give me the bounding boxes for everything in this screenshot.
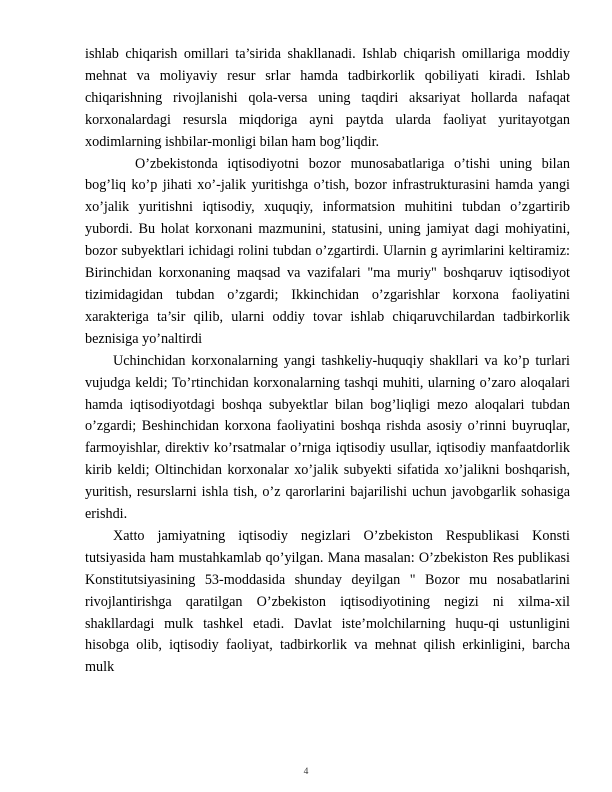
paragraph-enterprise-changes: Uchinchidan korxonalarning yangi tashkeliy-huquqiy shakllari va ko’p turlari vujudga keldi; To’rtinchidan korxonalarning tashqi muhiti, ularning o’zaro aloqalari hamda iqtisodiyotdagi boshqa subyektlar bilan bog’liqligi mezo aloqalari tubdan o’zgardi; Beshinchidan korxona faoliyatini boshqa rishda asosiy o’rinni buyruqlar, farmoyishlar, direktiv ko’rsatmalar o’rniga iqtisodiy usullar, iqtisodiy manfaatdorlik kirib keldi; Oltinchidan korxonalar xo’jalik subyekti sifatida xo’jalikni boshqarish, yuritish, resurslarni ishla tish, o’z qarorlarini bajarilishi uchun javobgarlik sohasiga erishdi. [85,352,570,523]
paragraph-production-factors: ishlab chiqarish omillari ta’sirida shakllanadi. Ishlab chiqarish omillariga moddiy mehnat va moliyaviy resur srlar hamda tadbirkorlik qobiliyati kiradi. Ishlab chiqarishning rivojlanishi qola-versa uning taqdiri aksariyat hollarda nafaqat korxonalardagi resursla miqdoriga ayni paytda ularda faoliyat yuritayotgan xodimlarning ishbilar-monligi bilan ham bog’liqdir. [85,46,570,150]
page-number: 4 [303,767,309,777]
paragraph-constitution: Xatto jamiyatning iqtisodiy negizlari O’zbekiston Respublikasi Konsti tutsiyasida ham mustahkamlab qo’yilgan. Mana masalan: O’zbekiston Res publikasi Konstitutsiyasining 53-moddasida shunday deyilgan " Bozor mu nosabatlarini rivojlantirishga qaratilgan O’zbekiston iqtisodiyotining negizi ni xilma-xil shakllardagi mulk tashkel etadi. Davlat iste’molchilarning huqu-qi ustunligini hisobga olib, iqtisodiy faoliyat, tadbirkorlik va mehnat qilish erkinligini, barcha mulk [85,527,570,676]
document-body [85,44,570,679]
paragraph-market-transition: O’zbekistonda iqtisodiyotni bozor munosabatlariga o’tishi uning bilan bog’liq ko’p jihati xo’-jalik yuritishga o’tish, bozor infrastrukturasini hamda yangi xo’jalik yuritishni iqtisodiy, xuquqiy, informatsion muhitini tubdan o’zgartirib yubordi. Bu holat korxonani mazmunini, statusini, uning jamiyat dagi mohiyatini, bozor subyektlari ichidagi rolini tubdan o’zgartirdi. Ularnin g ayrimlarini keltiramiz: Birinchidan korxonaning maqsad va vazifalari "ma muriy" boshqaruv iqtisodiyot tizimidagidan tubdan o’zgardi; Ikkinchidan o’zgarishlar korxona faoliyatini xarakteriga ta’sir qilib, ularni oddiy tovar ishlab chiqaruvchilardan tadbirkorlik beznisiga yo’naltirdi [85,155,570,347]
